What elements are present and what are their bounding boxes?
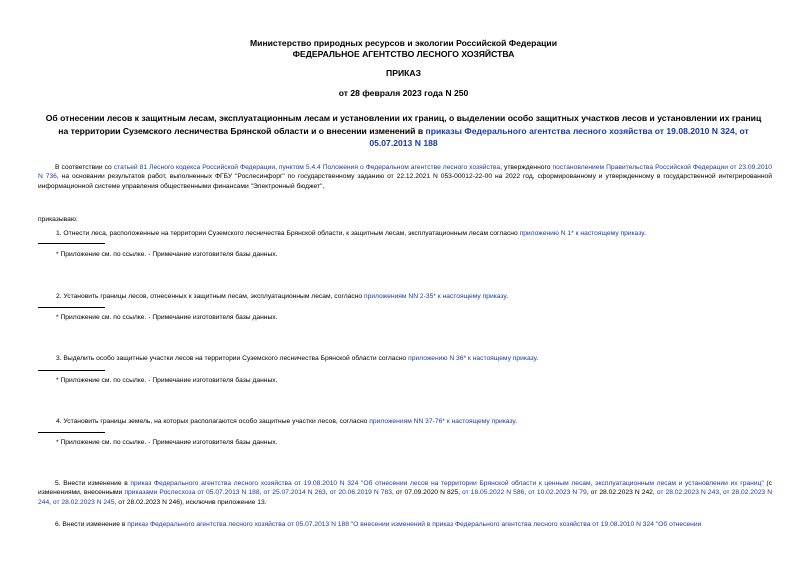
preamble-link-regulation[interactable]: пунктом 5.4.4 Положения о Федеральном агентстве лесного хозяйства — [278, 164, 501, 171]
item-5-text-2: (с изменениями, внесенными — [38, 480, 772, 497]
footnote-4: * Приложение см. по ссылке. - Примечание изготовителя базы данных. — [56, 439, 278, 446]
item-5-link-783[interactable]: от 20.06.2019 N 783 — [329, 489, 392, 497]
item-5 — [38, 479, 772, 507]
footnote-rule-2 — [38, 307, 105, 308]
preamble-text-2: , — [275, 164, 279, 171]
title-text: Об отнесении лесов к защитным лесам, эксплуатационным лесам и установлении их границ, о выделении особо защитных участков лесов и установлении их границ на территории Суземского лесничества Брянской области и о внесении изменений в — [45, 113, 762, 136]
footnote-rule-3 — [38, 370, 105, 371]
preamble-text-4: , на основании результатов работ, выполненных ФГБУ "Рослесинфорг" по государственному заданию от 22.12.2021 N 053-00012-22-00 на 2022 год, сформированному и утвержденному в государственной интегрированной информационной системе управления общественными финансами "Электронный бюджет", — [38, 173, 772, 190]
footnote-rule-4 — [38, 432, 105, 433]
item-1-period: . — [644, 230, 646, 237]
item-6-text-1: 6. Внести изменение в — [55, 521, 128, 528]
item-5-text-6: , — [524, 489, 529, 497]
item-5-link-243[interactable]: от 28.02.2023 N 243 — [656, 489, 720, 497]
item-5-link-order-324[interactable]: приказ Федерального агентства лесного хозяйства от 19.08.2010 N 324 "Об отнесении лесов на территории Брянской области к ценным лесам, эксплуатационным лесам и установлении их границ" — [130, 480, 764, 487]
item-4-period: . — [515, 418, 517, 425]
item-5-link-79[interactable]: от 10.02.2023 N 79 — [528, 489, 587, 497]
preamble-paragraph — [38, 163, 772, 191]
agency-name: ФЕДЕРАЛЬНОЕ АГЕНТСТВО ЛЕСНОГО ХОЗЯЙСТВА — [292, 49, 515, 59]
preamble-text-3: , утвержденного — [500, 164, 553, 171]
item-2 — [56, 292, 772, 301]
item-2-text: 2. Установить границы лесов, отнесенных к защитным лесам, эксплуатационным лесам, согласно — [56, 293, 364, 300]
item-5-text-9: , — [49, 498, 53, 506]
item-3-text: 3. Выделить особо защитные участки лесов на территории Суземского лесничества Брянской области согласно — [56, 355, 409, 362]
doc-date-number: от 28 февраля 2023 года N 250 — [338, 88, 469, 98]
item-1-link[interactable]: приложению N 1* к настоящему приказу — [519, 230, 644, 237]
item-6 — [38, 520, 772, 529]
item-5-text-4: , — [325, 489, 330, 497]
item-4-link[interactable]: приложениям NN 37-76* к настоящему приказу — [369, 418, 516, 425]
item-5-text-10: , от 28.02.2023 N 246), исключив приложение 13. — [114, 498, 267, 506]
item-5-link-245[interactable]: от 28.02.2023 N 245 — [52, 498, 115, 506]
item-4 — [56, 417, 772, 426]
item-6-link-order-188[interactable]: приказ Федерального агентства лесного хозяйства от 05.07.2013 N 188 "О внесении изменений в приказ Федерального агентства лесного хозяйства от 19.08.2010 N 324 "Об отнесении — [127, 521, 702, 528]
item-5-text-1: 5. Внести изменение в — [55, 480, 131, 487]
item-1-text: 1. Отнести леса, расположенные на территории Суземского лесничества Брянской области, к защитным лесам, эксплуатационным лесам согласно — [56, 230, 520, 237]
item-3-link[interactable]: приложению N 36* к настоящему приказу — [408, 355, 537, 362]
item-5-text-8: , — [719, 489, 723, 497]
preamble-link-forest-code[interactable]: статьей 81 Лесного кодекса Российской Федерации — [113, 164, 276, 171]
footnote-1: * Приложение см. по ссылке. - Примечание изготовителя базы данных. — [56, 251, 278, 258]
item-5-text-5: , от 07.09.2020 N 825, — [391, 489, 463, 497]
item-4-text: 4. Установить границы земель, на которых располагаются особо защитные участки лесов, согласно — [56, 418, 370, 425]
footnote-2: * Приложение см. по ссылке. - Примечание изготовителя базы данных. — [56, 314, 278, 321]
footnote-rule-1 — [38, 243, 105, 244]
item-2-link[interactable]: приложениям NN 2-35* к настоящему приказу — [363, 293, 507, 300]
document-title — [44, 112, 763, 150]
footnote-3: * Приложение см. по ссылке. - Примечание изготовителя базы данных. — [56, 377, 278, 384]
item-5-link-263[interactable]: от 25.07.2014 N 263 — [263, 489, 326, 497]
item-2-period: . — [506, 293, 508, 300]
item-5-text-7: , от 28.02.2023 N 242, — [586, 489, 657, 497]
item-1 — [56, 229, 772, 238]
doc-type: ПРИКАЗ — [386, 68, 421, 78]
title-link[interactable]: приказы Федерального агентства лесного хозяйства от 19.08.2010 N 324, от 05.07.2013 N 188 — [369, 125, 749, 148]
ministry-name: Министерство природных ресурсов и экологии Российской Федерации — [250, 38, 557, 48]
item-3 — [56, 354, 772, 363]
prikazyvayu: приказываю: — [38, 216, 78, 223]
preamble-text-1: В соответствии со — [55, 164, 114, 171]
item-5-text-3: , — [259, 489, 264, 497]
item-3-period: . — [536, 355, 539, 362]
item-5-link-586[interactable]: от 18.05.2022 N 586 — [462, 489, 525, 497]
item-5-link-244[interactable]: от 28.02.2023 N 244 — [38, 489, 773, 506]
item-5-link-188[interactable]: приказами Рослесхоза от 05.07.2013 N 188 — [124, 489, 260, 497]
preamble-link-resolution[interactable]: постановлением Правительства Российской Федерации от 23.09.2010 N 736 — [38, 164, 773, 181]
